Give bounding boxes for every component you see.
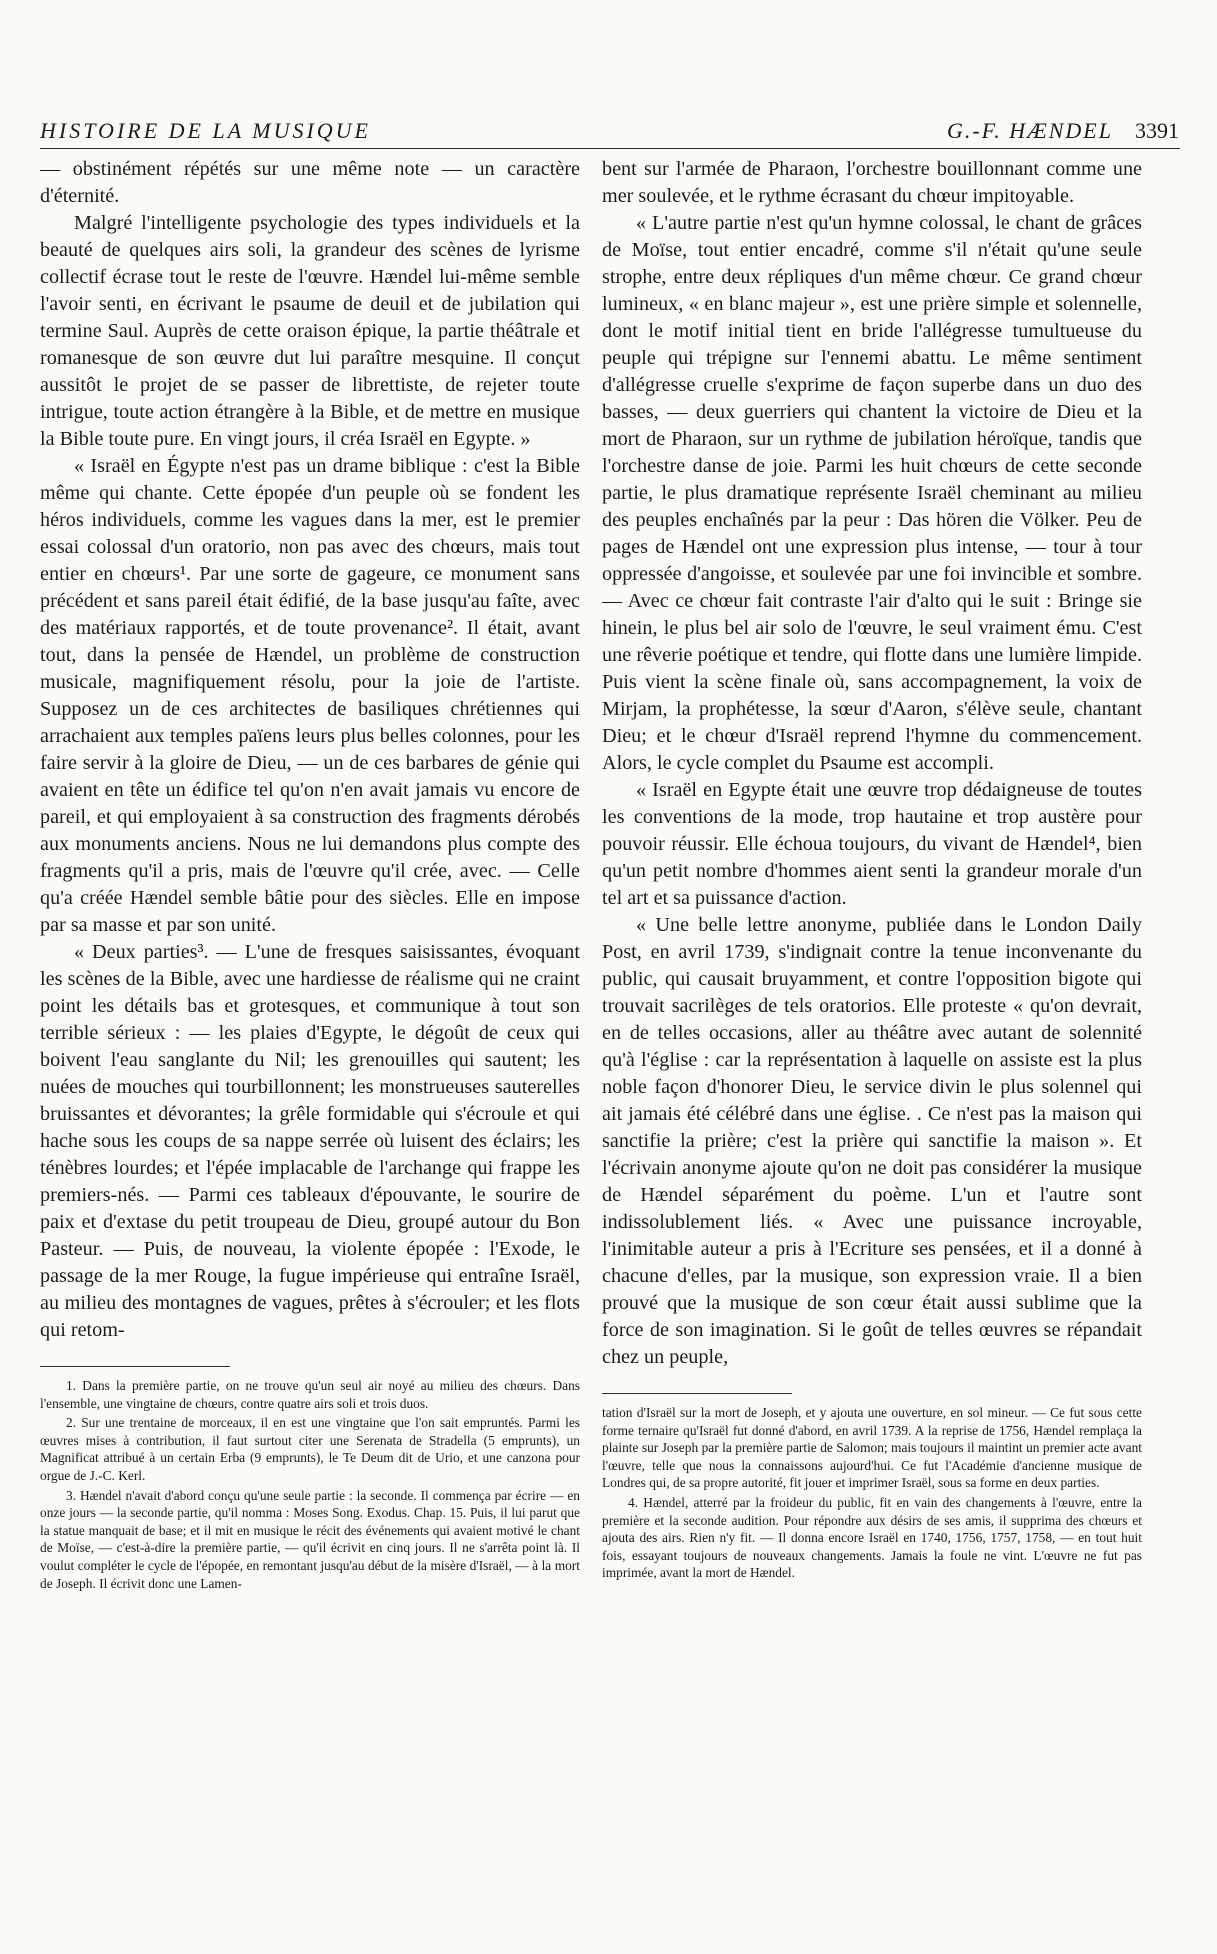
right-column (602, 156, 1142, 1946)
footnote-continuation: tation d'Israël sur la mort de Joseph, et y ajouta une ouverture, en sol mineur. — Ce fut sous cette forme ternaire qu'Israël fut donné d'abord, en avril 1739. A la reprise de 1756, Hændel remplaça la plainte sur Joseph par la première partie de Salomon; mais toujours il maintint un premier acte avant l'œuvre, telle que nous la connaissons aujourd'hui. Ce fut l'Académie d'ancienne musique de Londres qui, de sa propre autorité, fit jouer et imprimer Israël, sous sa forme en deux parties. (602, 1405, 1142, 1491)
footnote-rule (40, 1366, 230, 1367)
running-header-subject: G.-F. HÆNDEL (946, 118, 1113, 143)
body-paragraph: « L'autre partie n'est qu'un hymne colossal, le chant de grâces de Moïse, tout entier encadré, comme s'il n'était qu'une seule strophe, entre deux répliques d'un même chœur. Ce grand chœur lumineux, « en blanc majeur », est une prière simple et solennelle, dont le motif initial tient en bride l'allégresse tumultueuse du peuple qui trépigne sur l'ennemi abattu. Le même sentiment d'allégresse cruelle s'exprime de façon superbe dans un duo des basses, — deux guerriers qui chantent la victoire de Dieu et la mort de Pharaon, sur un rythme de jubilation héroïque, tandis que l'orchestre danse de joie. Parmi les huit chœurs de cette seconde partie, le plus dramatique représente Israël cheminant au milieu des peuples enchaînés par la peur : Das hören die Völker. Peu de pages de Hændel ont une expression plus intense, — tour à tour oppressée d'angoisse, et soulevée par une foi invincible et sombre. — Avec ce chœur fait contraste l'air d'alto qui le suit : Bringe sie hinein, le plus bel air solo de l'œuvre, le seul vraiment ému. C'est une rêverie poétique et tendre, qui flotte dans une lumière limpide. Puis vient la scène finale où, sans accompagnement, la voix de Mirjam, la prophétesse, la sœur d'Aaron, s'élève seule, chantant Dieu; et le chœur d'Israël reprend l'hymne du commencement. Alors, le cycle complet du Psaume est accompli. (602, 212, 1142, 774)
header-rule (40, 148, 1180, 149)
page-number: 3391 (1135, 118, 1179, 143)
right-footnotes (602, 1404, 1142, 1582)
footnote: 1. Dans la première partie, on ne trouve qu'un seul air noyé au milieu des chœurs. Dans l'ensemble, une vingtaine de chœurs, contre quatre airs soli et trois duos. (40, 1378, 580, 1411)
footnote: 4. Hændel, atterré par la froideur du public, fit en vain des changements à l'œuvre, entre la première et la seconde audition. Pour répondre aux désirs de ses amis, il supprima des chœurs et ajouta des airs. Rien n'y fit. — Il donna encore Israël en 1740, 1756, 1757, 1758, — en tout huit fois, essayant toujours de nouveaux changements. Jamais la foule ne vint. L'œuvre ne fut pas imprimée, avant la mort de Hændel. (602, 1494, 1142, 1581)
footnote: 2. Sur une trentaine de morceaux, il en est une vingtaine que l'on sait empruntés. Parmi les œuvres mises à contribution, il faut surtout citer une Serenata de Stradella (5 emprunts), un Magnificat attribué à un certain Erba (9 emprunts), le Te Deum dit de Urio, et une canzona pour orgue de J.-C. Kerl. (40, 1415, 580, 1483)
running-header-title: HISTOIRE DE LA MUSIQUE (40, 118, 371, 143)
body-paragraph: « Israël en Égypte n'est pas un drame biblique : c'est la Bible même qui chante. Cette épopée d'un peuple où se fondent les héros individuels, comme les vagues dans la mer, est le premier essai colossal d'un oratorio, non pas avec des chœurs, mais tout entier en chœurs¹. Par une sorte de gageure, ce monument sans précédent et sans pareil était édifié, de la base jusqu'au faîte, avec des matériaux rapportés, et de toute provenance². Il était, avant tout, dans la pensée de Hændel, un problème de construction musicale, magnifiquement résolu, pour la joie de l'artiste. Supposez un de ces architectes de basiliques chrétiennes qui arrachaient aux temples païens leurs plus belles colonnes, pour les faire servir à la gloire de Dieu, — un de ces barbares de génie qui avaient en tête un édifice tel qu'on n'en avait jamais vu encore de pareil, et qui employaient à sa construction des fragments dérobés aux monuments anciens. Nous ne lui demandons plus compte des fragments qu'il a pris, mais de l'œuvre qu'il crée, avec. — Celle qu'a créée Hændel semble bâtie pour des siècles. Elle en impose par sa masse et par son unité. (40, 455, 580, 936)
body-paragraph: « Deux parties³. — L'une de fresques saisissantes, évoquant les scènes de la Bible, avec une hardiesse de réalisme qui ne craint point les détails bas et grotesques, et communique à tout son terrible sérieux : — les plaies d'Egypte, le dégoût de ceux qui boivent l'eau sanglante du Nil; les grenouilles qui sautent; les nuées de mouches qui tourbillonnent; les monstrueuses sauterelles bruissantes et dévorantes; la grêle formidable qui s'écroule et qui hache sous les coups de sa nappe serrée où luisent des éclairs; les ténèbres lourdes; et l'épée implacable de l'archange qui frappe les premiers-nés. — Parmi ces tableaux d'épouvante, le sourire de paix et d'extase du petit troupeau de Dieu, groupé autour du Bon Pasteur. — Puis, de nouveau, la violente épopée : l'Exode, le passage de la mer Rouge, la fugue impérieuse qui entraîne Israël, au milieu des montagnes de vagues, prêtes à s'écrouler; et les flots qui retom- (40, 941, 580, 1341)
left-column-body (40, 156, 580, 1344)
body-paragraph: « Une belle lettre anonyme, publiée dans le London Daily Post, en avril 1739, s'indignait contre la tenue inconvenante du public, qui causait bruyamment, et contre l'opposition bigote qui trouvait sacrilèges de tels oratorios. Elle proteste « qu'on devrait, en de telles occasions, aller au théâtre avec autant de solennité qu'à l'église : car la représentation à laquelle on assiste est la plus noble façon d'honorer Dieu, le service divin le plus solennel qui ait jamais été célébré dans une église. . Ce n'est pas la maison qui sanctifie la prière; c'est la prière qui sanctifie la maison ». Et l'écrivain anonyme ajoute qu'on ne doit pas considérer la musique de Hændel séparément du poème. L'un et l'autre sont indissolublement liés. « Avec une puissance incroyable, l'inimitable auteur a pris à l'Ecriture ses pensées, et il a donné à chacune d'elles, par la musique, son expression vraie. Il a bien prouvé que la musique de son cœur était aussi sublime que la force de son imagination. Si le goût de telles œuvres se répandait chez un peuple, (602, 914, 1142, 1368)
right-column-body (602, 156, 1142, 1371)
body-paragraph: — obstinément répétés sur une même note — un caractère d'éternité. (40, 158, 580, 207)
left-footnotes (40, 1377, 580, 1592)
running-header-right (947, 118, 1179, 144)
footnote: 3. Hændel n'avait d'abord conçu qu'une seule partie : la seconde. Il commença par écrire — en onze jours — la seconde partie, qu'il nomma : Moses Song. Exodus. Chap. 15. Puis, il lui parut que la statue manquait de base; et il mit en musique le récit des événements qui avaient motivé le chant de Moïse, — c'est-à-dire la première partie, — qu'il écrivit en cinq jours. Il ne s'arrêta point là. Il voulut compléter le cycle de l'épopée, en remontant jusqu'au début de la misère d'Israël, — à la mort de Joseph. Il écrivit donc une Lamen- (40, 1487, 580, 1591)
footnote-rule (602, 1393, 792, 1394)
body-paragraph: bent sur l'armée de Pharaon, l'orchestre bouillonnant comme une mer soulevée, et le rythme écrasant du chœur impitoyable. (602, 158, 1142, 207)
body-paragraph: Malgré l'intelligente psychologie des types individuels et la beauté de quelques airs soli, la grandeur des scènes de lyrisme collectif écrase tout le reste de l'œuvre. Hændel lui-même semble l'avoir senti, en écrivant le psaume de deuil et de jubilation qui termine Saul. Auprès de cette oraison épique, la partie théâtrale et romanesque de son œuvre dut lui paraître mesquine. Il conçut aussitôt le projet de se passer de librettiste, de rejeter toute intrigue, toute action étrangère à la Bible, et de mettre en musique la Bible toute pure. En vingt jours, il créa Israël en Egypte. » (40, 212, 580, 450)
left-column (40, 156, 580, 1946)
body-paragraph: « Israël en Egypte était une œuvre trop dédaigneuse de toutes les conventions de la mode, trop hautaine et trop austère pour pouvoir réussir. Elle échoua toujours, du vivant de Hændel⁴, bien qu'un petit nombre d'hommes aient senti la grandeur morale d'un tel art et sa puissance d'action. (602, 779, 1142, 909)
